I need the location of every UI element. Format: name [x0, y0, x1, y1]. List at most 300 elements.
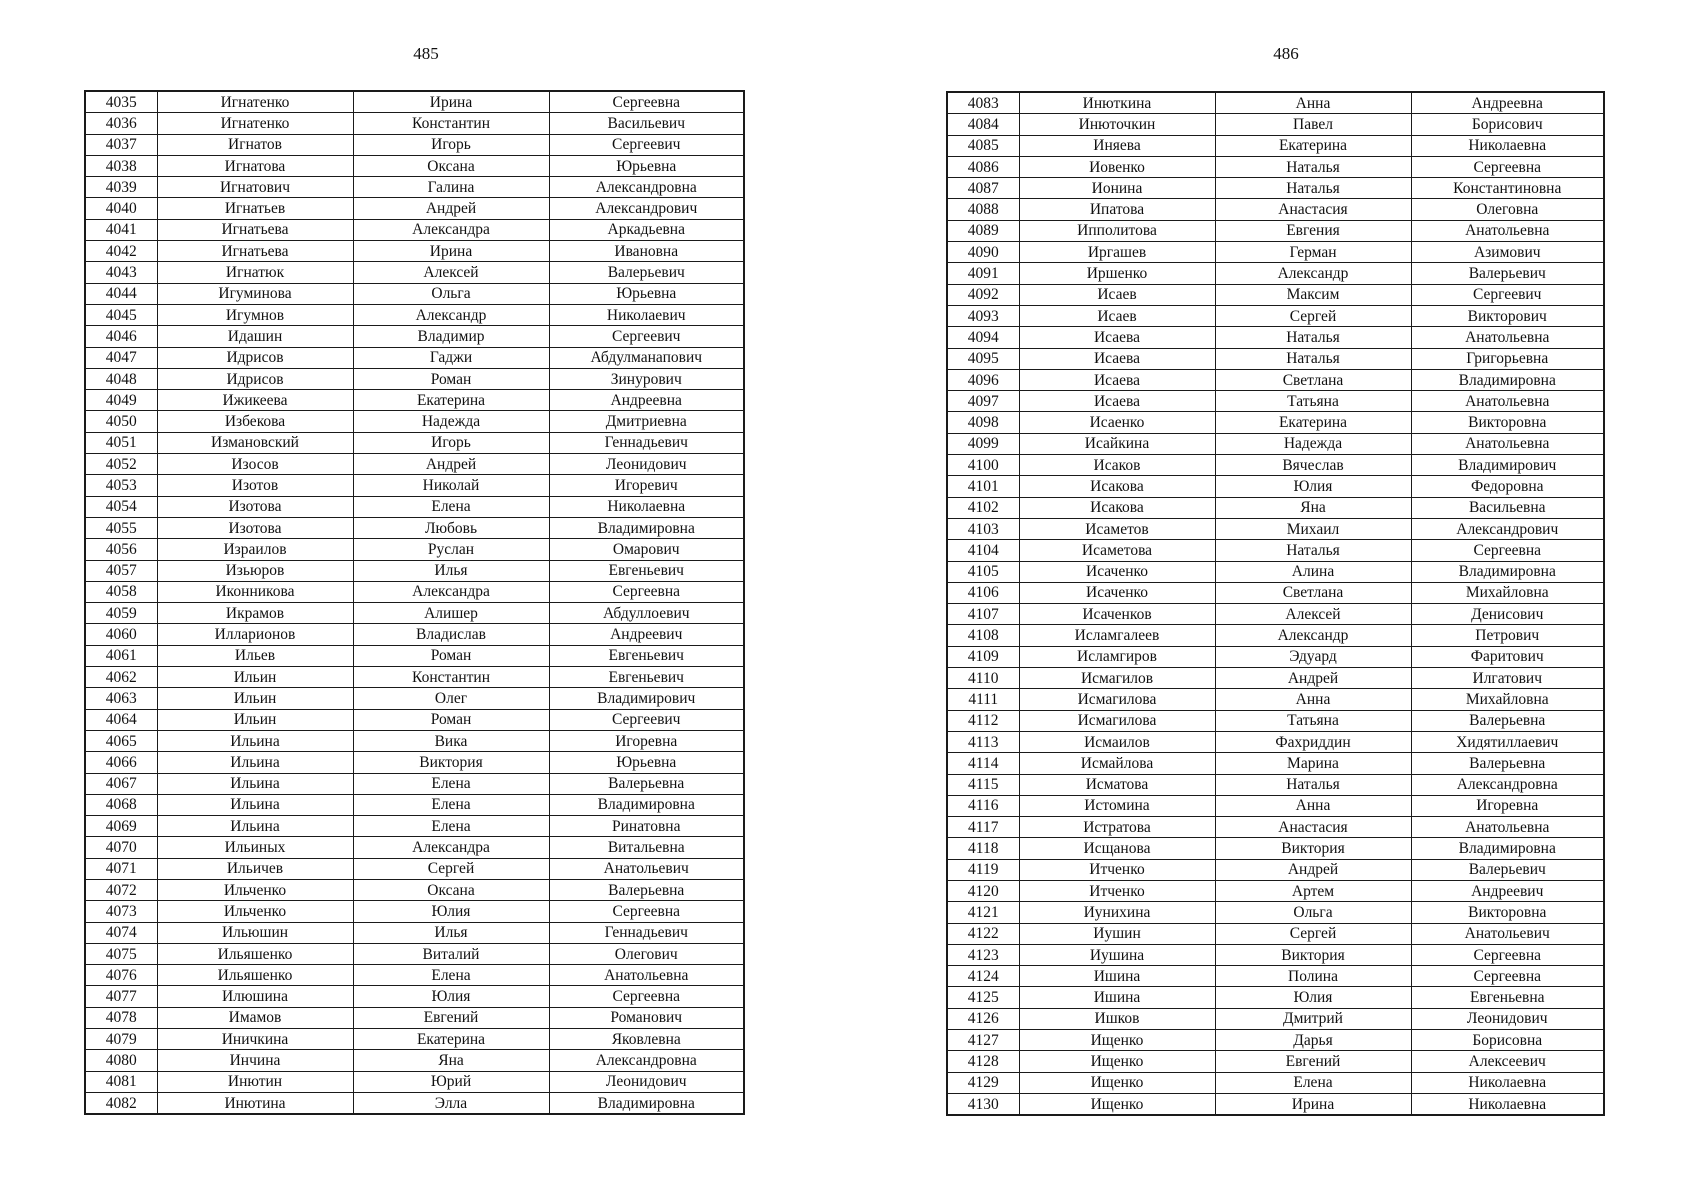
first-name-cell: Игорь: [353, 432, 549, 453]
surname-cell: Ильиных: [157, 837, 353, 858]
surname-cell: Ильина: [157, 794, 353, 815]
first-name-cell: Илья: [353, 922, 549, 943]
first-name-cell: Евгений: [1215, 1051, 1411, 1072]
first-name-cell: Яна: [353, 1050, 549, 1071]
surname-cell: Игнатьева: [157, 241, 353, 262]
surname-cell: Исмайлова: [1019, 753, 1215, 774]
surname-cell: Изьюров: [157, 560, 353, 581]
surname-cell: Ильченко: [157, 901, 353, 922]
patronymic-cell: Зинурович: [549, 368, 744, 389]
row-number: 4111: [947, 689, 1019, 710]
patronymic-cell: Александровна: [1411, 774, 1604, 795]
row-number: 4075: [85, 943, 157, 964]
surname-cell: Иршенко: [1019, 263, 1215, 284]
row-number: 4101: [947, 476, 1019, 497]
surname-cell: Ильина: [157, 816, 353, 837]
surname-cell: Ищенко: [1019, 1051, 1215, 1072]
first-name-cell: Виталий: [353, 943, 549, 964]
table-row: [947, 1051, 1604, 1072]
row-number: 4123: [947, 944, 1019, 965]
table-row: [85, 1029, 744, 1050]
row-number: 4086: [947, 156, 1019, 177]
patronymic-cell: Леонидович: [549, 454, 744, 475]
row-number: 4122: [947, 923, 1019, 944]
patronymic-cell: Николаевич: [549, 304, 744, 325]
row-number: 4092: [947, 284, 1019, 305]
patronymic-cell: Александрович: [1411, 518, 1604, 539]
first-name-cell: Надежда: [1215, 433, 1411, 454]
patronymic-cell: Юрьевна: [549, 155, 744, 176]
row-number: 4097: [947, 391, 1019, 412]
first-name-cell: Татьяна: [1215, 710, 1411, 731]
surname-cell: Исаков: [1019, 455, 1215, 476]
patronymic-cell: Сергеевич: [549, 326, 744, 347]
surname-cell: Ишина: [1019, 966, 1215, 987]
first-name-cell: Наталья: [1215, 774, 1411, 795]
row-number: 4100: [947, 455, 1019, 476]
surname-cell: Ильина: [157, 730, 353, 751]
row-number: 4041: [85, 219, 157, 240]
table-row: [85, 688, 744, 709]
surname-cell: Исаев: [1019, 305, 1215, 326]
table-row: [947, 92, 1604, 114]
table-row: [947, 412, 1604, 433]
row-number: 4105: [947, 561, 1019, 582]
surname-cell: Исаева: [1019, 391, 1215, 412]
table-row: [85, 134, 744, 155]
patronymic-cell: Николаевна: [549, 496, 744, 517]
surname-cell: Игнатов: [157, 134, 353, 155]
table-row: [85, 879, 744, 900]
first-name-cell: Фахриддин: [1215, 731, 1411, 752]
row-number: 4114: [947, 753, 1019, 774]
table-row: [85, 709, 744, 730]
table-row: [85, 304, 744, 325]
patronymic-cell: Константиновна: [1411, 178, 1604, 199]
table-row: [85, 517, 744, 538]
row-number: 4048: [85, 368, 157, 389]
first-name-cell: Ирина: [1215, 1093, 1411, 1115]
row-number: 4059: [85, 603, 157, 624]
first-name-cell: Илья: [353, 560, 549, 581]
table-row: [947, 561, 1604, 582]
first-name-cell: Анна: [1215, 795, 1411, 816]
row-number: 4066: [85, 752, 157, 773]
patronymic-cell: Владимировна: [1411, 838, 1604, 859]
patronymic-cell: Игоревна: [1411, 795, 1604, 816]
surname-cell: Исакова: [1019, 497, 1215, 518]
row-number: 4049: [85, 390, 157, 411]
patronymic-cell: Борисович: [1411, 114, 1604, 135]
surname-cell: Ионина: [1019, 178, 1215, 199]
patronymic-cell: Аркадьевна: [549, 219, 744, 240]
patronymic-cell: Владимировна: [1411, 561, 1604, 582]
patronymic-cell: Владимировна: [1411, 369, 1604, 390]
first-name-cell: Герман: [1215, 242, 1411, 263]
surname-cell: Исаев: [1019, 284, 1215, 305]
row-number: 4077: [85, 986, 157, 1007]
surname-cell: Ипполитова: [1019, 220, 1215, 241]
table-row: [85, 454, 744, 475]
first-name-cell: Екатерина: [353, 390, 549, 411]
table-row: [947, 540, 1604, 561]
table-row: [85, 496, 744, 517]
row-number: 4087: [947, 178, 1019, 199]
surname-cell: Игнатьев: [157, 198, 353, 219]
table-row: [947, 817, 1604, 838]
name-table-left: [84, 90, 745, 1115]
surname-cell: Ищенко: [1019, 1030, 1215, 1051]
surname-cell: Илларионов: [157, 624, 353, 645]
surname-cell: Исмагилов: [1019, 668, 1215, 689]
surname-cell: Иконникова: [157, 581, 353, 602]
row-number: 4108: [947, 625, 1019, 646]
first-name-cell: Михаил: [1215, 518, 1411, 539]
table-row: [85, 965, 744, 986]
row-number: 4098: [947, 412, 1019, 433]
table-row: [947, 646, 1604, 667]
surname-cell: Ишков: [1019, 1008, 1215, 1029]
table-row: [85, 901, 744, 922]
patronymic-cell: Валерьевич: [1411, 859, 1604, 880]
surname-cell: Ильяшенко: [157, 965, 353, 986]
table-row: [947, 476, 1604, 497]
patronymic-cell: Васильевна: [1411, 497, 1604, 518]
table-row: [85, 943, 744, 964]
patronymic-cell: Михайловна: [1411, 689, 1604, 710]
table-row: [947, 263, 1604, 284]
row-number: 4089: [947, 220, 1019, 241]
surname-cell: Исламгалеев: [1019, 625, 1215, 646]
patronymic-cell: Анатольевна: [1411, 817, 1604, 838]
row-number: 4082: [85, 1092, 157, 1114]
row-number: 4036: [85, 113, 157, 134]
first-name-cell: Елена: [353, 965, 549, 986]
table-row: [85, 198, 744, 219]
patronymic-cell: Сергеевич: [1411, 284, 1604, 305]
surname-cell: Игнатюк: [157, 262, 353, 283]
row-number: 4068: [85, 794, 157, 815]
row-number: 4103: [947, 518, 1019, 539]
table-row: [947, 859, 1604, 880]
row-number: 4053: [85, 475, 157, 496]
table-row: [947, 327, 1604, 348]
first-name-cell: Константин: [353, 667, 549, 688]
table-row: [947, 114, 1604, 135]
surname-cell: Иничкина: [157, 1029, 353, 1050]
row-number: 4052: [85, 454, 157, 475]
table-row: [947, 1093, 1604, 1115]
surname-cell: Иунихина: [1019, 902, 1215, 923]
row-number: 4037: [85, 134, 157, 155]
first-name-cell: Елена: [353, 816, 549, 837]
patronymic-cell: Сергеевна: [1411, 156, 1604, 177]
first-name-cell: Дарья: [1215, 1030, 1411, 1051]
table-row: [947, 838, 1604, 859]
table-row: [947, 220, 1604, 241]
first-name-cell: Ирина: [353, 91, 549, 113]
table-row: [947, 944, 1604, 965]
first-name-cell: Сергей: [353, 858, 549, 879]
row-number: 4055: [85, 517, 157, 538]
table-row: [85, 155, 744, 176]
surname-cell: Исматова: [1019, 774, 1215, 795]
surname-cell: Ильев: [157, 645, 353, 666]
table-row: [85, 177, 744, 198]
surname-cell: Идрисов: [157, 368, 353, 389]
table-row: [947, 156, 1604, 177]
surname-cell: Игнатова: [157, 155, 353, 176]
patronymic-cell: Анатольевич: [1411, 923, 1604, 944]
first-name-cell: Светлана: [1215, 582, 1411, 603]
row-number: 4067: [85, 773, 157, 794]
row-number: 4060: [85, 624, 157, 645]
table-row: [947, 731, 1604, 752]
row-number: 4078: [85, 1007, 157, 1028]
surname-cell: Иовенко: [1019, 156, 1215, 177]
first-name-cell: Елена: [353, 794, 549, 815]
patronymic-cell: Александровна: [549, 177, 744, 198]
first-name-cell: Наталья: [1215, 327, 1411, 348]
patronymic-cell: Абдулманапович: [549, 347, 744, 368]
table-row: [947, 305, 1604, 326]
table-row: [85, 1050, 744, 1071]
patronymic-cell: Валерьевна: [1411, 753, 1604, 774]
table-row: [85, 539, 744, 560]
row-number: 4107: [947, 604, 1019, 625]
patronymic-cell: Геннадьевич: [549, 922, 744, 943]
row-number: 4117: [947, 817, 1019, 838]
patronymic-cell: Денисович: [1411, 604, 1604, 625]
surname-cell: Изотова: [157, 517, 353, 538]
surname-cell: Исаченко: [1019, 582, 1215, 603]
table-row: [947, 284, 1604, 305]
surname-cell: Идрисов: [157, 347, 353, 368]
table-row: [85, 262, 744, 283]
row-number: 4069: [85, 816, 157, 837]
patronymic-cell: Геннадьевич: [549, 432, 744, 453]
first-name-cell: Марина: [1215, 753, 1411, 774]
row-number: 4099: [947, 433, 1019, 454]
table-row: [947, 135, 1604, 156]
surname-cell: Ищенко: [1019, 1072, 1215, 1093]
first-name-cell: Оксана: [353, 879, 549, 900]
table-row: [947, 1030, 1604, 1051]
row-number: 4124: [947, 966, 1019, 987]
first-name-cell: Константин: [353, 113, 549, 134]
table-row: [85, 794, 744, 815]
first-name-cell: Александр: [1215, 625, 1411, 646]
row-number: 4118: [947, 838, 1019, 859]
name-table-right: [946, 91, 1605, 1116]
patronymic-cell: Омарович: [549, 539, 744, 560]
table-row: [947, 795, 1604, 816]
surname-cell: Изотов: [157, 475, 353, 496]
row-number: 4095: [947, 348, 1019, 369]
row-number: 4116: [947, 795, 1019, 816]
row-number: 4094: [947, 327, 1019, 348]
first-name-cell: Екатерина: [353, 1029, 549, 1050]
surname-cell: Ишина: [1019, 987, 1215, 1008]
surname-cell: Исаева: [1019, 327, 1215, 348]
surname-cell: Игнатьева: [157, 219, 353, 240]
patronymic-cell: Игоревна: [549, 730, 744, 751]
surname-cell: Изотова: [157, 496, 353, 517]
first-name-cell: Анастасия: [1215, 817, 1411, 838]
first-name-cell: Елена: [1215, 1072, 1411, 1093]
surname-cell: Игнатович: [157, 177, 353, 198]
surname-cell: Ищенко: [1019, 1093, 1215, 1115]
surname-cell: Идашин: [157, 326, 353, 347]
row-number: 4042: [85, 241, 157, 262]
patronymic-cell: Андреевна: [1411, 92, 1604, 114]
first-name-cell: Гаджи: [353, 347, 549, 368]
table-row: [947, 369, 1604, 390]
table-row: [947, 178, 1604, 199]
patronymic-cell: Андреевич: [549, 624, 744, 645]
patronymic-cell: Азимович: [1411, 242, 1604, 263]
row-number: 4121: [947, 902, 1019, 923]
patronymic-cell: Сергеевич: [549, 709, 744, 730]
surname-cell: Ильичев: [157, 858, 353, 879]
table-row: [947, 433, 1604, 454]
patronymic-cell: Валерьевна: [1411, 710, 1604, 731]
surname-cell: Исмагилова: [1019, 689, 1215, 710]
first-name-cell: Анастасия: [1215, 199, 1411, 220]
first-name-cell: Светлана: [1215, 369, 1411, 390]
first-name-cell: Наталья: [1215, 348, 1411, 369]
table-row: [947, 966, 1604, 987]
patronymic-cell: Анатольевна: [1411, 220, 1604, 241]
patronymic-cell: Григорьевна: [1411, 348, 1604, 369]
patronymic-cell: Ивановна: [549, 241, 744, 262]
row-number: 4062: [85, 667, 157, 688]
first-name-cell: Роман: [353, 645, 549, 666]
row-number: 4046: [85, 326, 157, 347]
table-row: [947, 242, 1604, 263]
row-number: 4083: [947, 92, 1019, 114]
row-number: 4058: [85, 581, 157, 602]
table-row: [947, 774, 1604, 795]
row-number: 4039: [85, 177, 157, 198]
patronymic-cell: Романович: [549, 1007, 744, 1028]
table-row: [947, 902, 1604, 923]
patronymic-cell: Викторовна: [1411, 412, 1604, 433]
first-name-cell: Полина: [1215, 966, 1411, 987]
row-number: 4071: [85, 858, 157, 879]
table-row: [85, 219, 744, 240]
first-name-cell: Анна: [1215, 92, 1411, 114]
patronymic-cell: Игоревич: [549, 475, 744, 496]
table-row: [85, 411, 744, 432]
table-row: [85, 1092, 744, 1114]
patronymic-cell: Сергеевна: [1411, 944, 1604, 965]
first-name-cell: Екатерина: [1215, 412, 1411, 433]
first-name-cell: Дмитрий: [1215, 1008, 1411, 1029]
table-row: [85, 773, 744, 794]
first-name-cell: Эдуард: [1215, 646, 1411, 667]
table-row: [947, 518, 1604, 539]
surname-cell: Исмагилова: [1019, 710, 1215, 731]
surname-cell: Избекова: [157, 411, 353, 432]
patronymic-cell: Олеговна: [1411, 199, 1604, 220]
patronymic-cell: Сергеевна: [549, 581, 744, 602]
row-number: 4096: [947, 369, 1019, 390]
table-row: [85, 986, 744, 1007]
first-name-cell: Олег: [353, 688, 549, 709]
first-name-cell: Руслан: [353, 539, 549, 560]
table-row: [85, 1071, 744, 1092]
patronymic-cell: Ринатовна: [549, 816, 744, 837]
surname-cell: Исаметов: [1019, 518, 1215, 539]
surname-cell: Инюточкин: [1019, 114, 1215, 135]
surname-cell: Ильин: [157, 688, 353, 709]
first-name-cell: Вика: [353, 730, 549, 751]
patronymic-cell: Владимировна: [549, 517, 744, 538]
patronymic-cell: Абдуллоевич: [549, 603, 744, 624]
table-row: [85, 283, 744, 304]
surname-cell: Исаметова: [1019, 540, 1215, 561]
surname-cell: Исаева: [1019, 348, 1215, 369]
patronymic-cell: Юрьевна: [549, 283, 744, 304]
row-number: 4126: [947, 1008, 1019, 1029]
row-number: 4115: [947, 774, 1019, 795]
surname-cell: Исакова: [1019, 476, 1215, 497]
row-number: 4127: [947, 1030, 1019, 1051]
row-number: 4091: [947, 263, 1019, 284]
first-name-cell: Артем: [1215, 880, 1411, 901]
first-name-cell: Виктория: [1215, 838, 1411, 859]
row-number: 4125: [947, 987, 1019, 1008]
first-name-cell: Яна: [1215, 497, 1411, 518]
table-row: [85, 837, 744, 858]
first-name-cell: Андрей: [353, 198, 549, 219]
surname-cell: Изосов: [157, 454, 353, 475]
surname-cell: Исламгиров: [1019, 646, 1215, 667]
first-name-cell: Екатерина: [1215, 135, 1411, 156]
surname-cell: Иушин: [1019, 923, 1215, 944]
first-name-cell: Наталья: [1215, 156, 1411, 177]
surname-cell: Исаева: [1019, 369, 1215, 390]
table-row: [947, 582, 1604, 603]
patronymic-cell: Владимирович: [549, 688, 744, 709]
patronymic-cell: Валерьевна: [549, 773, 744, 794]
surname-cell: Ильин: [157, 709, 353, 730]
patronymic-cell: Борисовна: [1411, 1030, 1604, 1051]
patronymic-cell: Анатольевна: [1411, 433, 1604, 454]
patronymic-cell: Сергеевич: [549, 134, 744, 155]
surname-cell: Инютина: [157, 1092, 353, 1114]
row-number: 4040: [85, 198, 157, 219]
patronymic-cell: Владимировна: [549, 1092, 744, 1114]
patronymic-cell: Федоровна: [1411, 476, 1604, 497]
first-name-cell: Юлия: [1215, 987, 1411, 1008]
surname-cell: Ипатова: [1019, 199, 1215, 220]
first-name-cell: Евгения: [1215, 220, 1411, 241]
row-number: 4070: [85, 837, 157, 858]
row-number: 4057: [85, 560, 157, 581]
patronymic-cell: Евгеньевич: [549, 667, 744, 688]
row-number: 4076: [85, 965, 157, 986]
row-number: 4045: [85, 304, 157, 325]
table-row: [947, 1008, 1604, 1029]
patronymic-cell: Сергеевна: [1411, 540, 1604, 561]
surname-cell: Ильюшин: [157, 922, 353, 943]
surname-cell: Истратова: [1019, 817, 1215, 838]
surname-cell: Исайкина: [1019, 433, 1215, 454]
row-number: 4104: [947, 540, 1019, 561]
page-number-left: 485: [413, 44, 439, 63]
